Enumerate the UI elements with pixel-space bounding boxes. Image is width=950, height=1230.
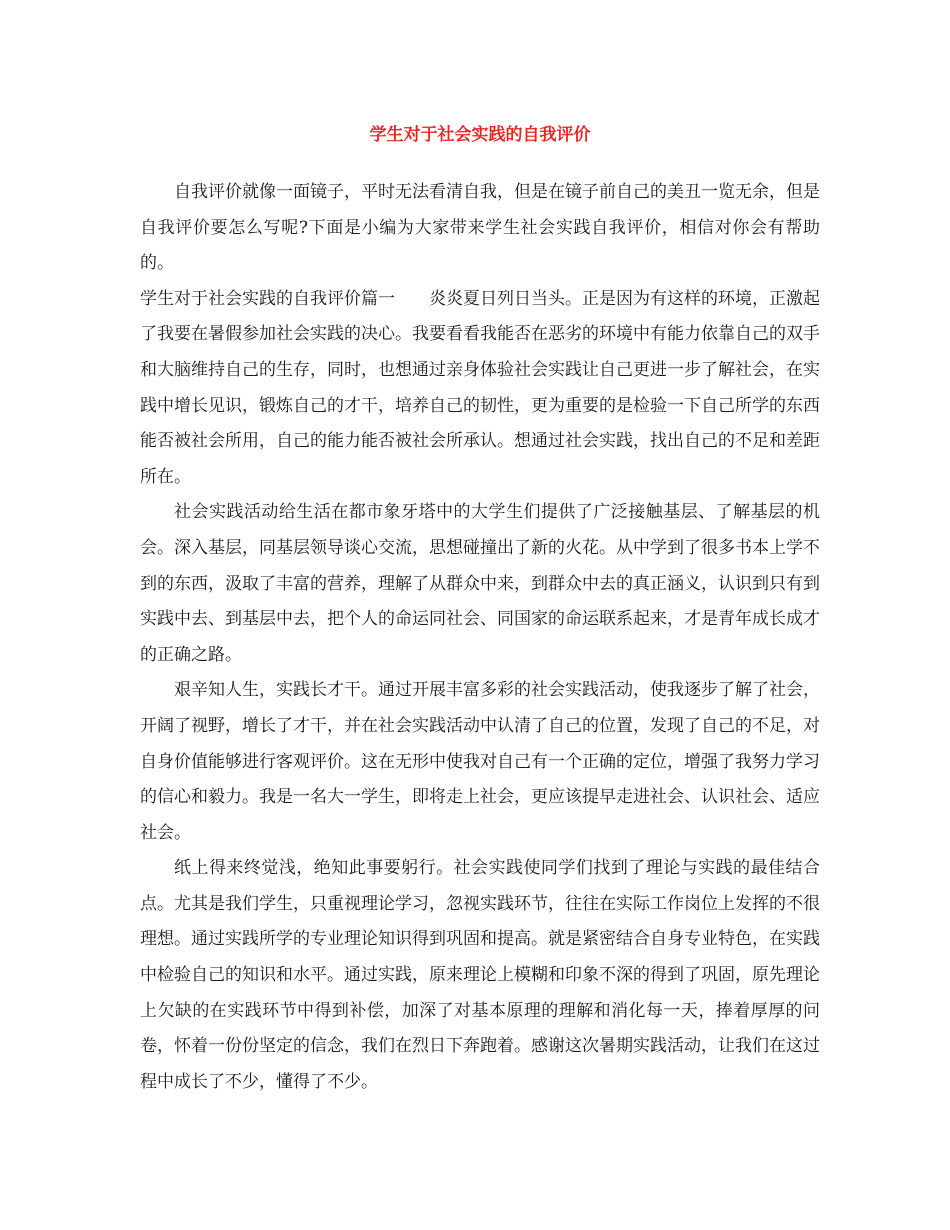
paragraph-hardship: 艰辛知人生，实践长才干。通过开展丰富多彩的社会实践活动，使我逐步了解了社会，开阔了视野，增长了才干，并在社会实践活动中认清了自己的位置，发现了自己的不足，对自身价值能够进行客观评价。这在无形中使我对自己有一个正确的定位，增强了我努力学习的信心和毅力。我是一名大一学生，即将走上社会，更应该提早走进社会、认识社会、适应社会。 <box>140 680 820 843</box>
document-title: 学生对于社会实践的自我评价 <box>369 125 591 145</box>
document-page <box>140 118 820 1100</box>
paragraph-section-one: 学生对于社会实践的自我评价篇一 炎炎夏日列日当头。正是因为有这样的环境，正激起了我要在暑假参加社会实践的决心。我要看看我能否在恶劣的环境中有能力依靠自己的双手和大脑维持自己的生存，同时，也想通过亲身体验社会实践让自己更进一步了解社会，在实践中增长见识，锻炼自己的才干，培养自己的韧性，更为重要的是检验一下自己所学的东西能否被社会所用，自己的能力能否被社会所承认。想通过社会实践，找出自己的不足和差距所在。 <box>140 288 820 487</box>
paragraph-theory-practice: 纸上得来终觉浅，绝知此事要躬行。社会实践使同学们找到了理论与实践的最佳结合点。尤其是我们学生，只重视理论学习，忽视实践环节，往往在实际工作岗位上发挥的不很理想。通过实践所学的专业理论知识得到巩固和提高。就是紧密结合自身专业特色，在实践中检验自己的知识和水平。通过实践，原来理论上模糊和印象不深的得到了巩固，原先理论上欠缺的在实践环节中得到补偿，加深了对基本原理的理解和消化每一天，捧着厚厚的问卷，怀着一份份坚定的信念，我们在烈日下奔跑着。感谢这次暑期实践活动，让我们在这过程中成长了不少，懂得了不少。 <box>140 858 820 1092</box>
document-body <box>140 175 820 1100</box>
paragraph-intro: 自我评价就像一面镜子，平时无法看清自我，但是在镜子前自己的美丑一览无余，但是自我评价要怎么写呢?下面是小编为大家带来学生社会实践自我评价，相信对你会有帮助的。 <box>140 182 820 274</box>
paragraph-grassroots: 社会实践活动给生活在都市象牙塔中的大学生们提供了广泛接触基层、了解基层的机会。深入基层，同基层领导谈心交流，思想碰撞出了新的火花。从中学到了很多书本上学不到的东西，汲取了丰富的营养，理解了从群众中来，到群众中去的真正涵义，认识到只有到实践中去、到基层中去，把个人的命运同社会、同国家的命运联系起来，才是青年成长成才的正确之路。 <box>140 502 820 665</box>
